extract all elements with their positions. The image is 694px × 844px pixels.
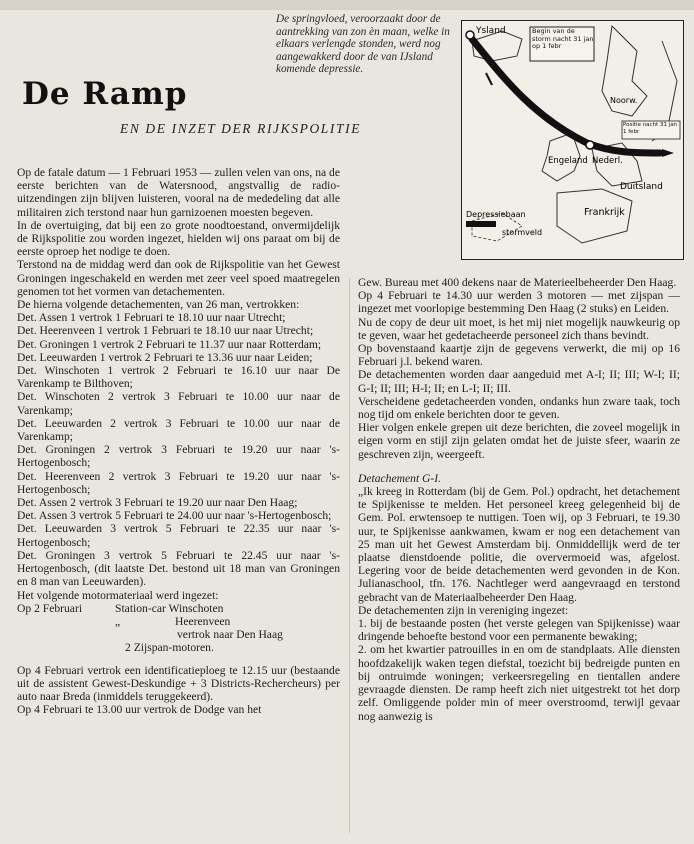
material-extra: 2 Zijspan-motoren. (125, 641, 214, 655)
article-subtitle: EN DE INZET DER RIJKSPOLITIE (120, 121, 362, 136)
report-paragraph: 1. bij de bestaande posten (het verste gelegen van Spijkenisse) waar dringende behoefte bestond voor een permanente bewaking; (358, 617, 680, 644)
material-place: Heerenveen (175, 614, 231, 628)
label-begin: Begin van de storm nacht 31 jan op 1 febr (532, 28, 594, 50)
intro-paragraph: Terstond na de middag werd dan ook de Rijkspolitie van het Gewest Groningen ingeschakeld en werden met zeer veel spoed maatregelen genomen tot het vormen van detachementen. (17, 258, 340, 298)
material-row (17, 602, 340, 615)
detachment-entry: Det. Groningen 2 vertrok 3 Februari te 19.20 uur naar 's-Hertogenbosch; (17, 443, 340, 470)
left-column (17, 166, 340, 716)
legend-depression-swatch (466, 221, 496, 227)
material-vehicle: Station-car Winschoten (115, 601, 224, 615)
label-depression-track: Depressiebaan (466, 210, 526, 219)
material-date: Op 2 Februari (17, 601, 83, 615)
map-caption: De springvloed, veroorzaakt door de aantrekking van zon èn maan, welke in elkaars verlengde stonden, werd nog aangewakkerd door de van IJsland komende depressie. (276, 13, 450, 76)
spacer (17, 655, 340, 664)
detachment-entry: Det. Assen 1 vertrok 1 Februari te 18.10 uur naar Utrecht; (17, 311, 286, 325)
material-row (17, 641, 340, 654)
report-paragraph: „Ik kreeg in Rotterdam (bij de Gem. Pol.) opdracht, het detachement te Spijkenisse te melden. Het personeel kreeg gelegenheid bij de Gem. Pol. erwtensoep te nuttigen. Toen wij, op 3 Februari, te 19.30 uur, te Spijkenisse aankwamen, kwam er nog een detachement van 25 man uit het Gewest Amsterdam bij. Onmiddellijk werd de ter plaatse dienstdoende politie, die oververmoeid was, afgelost. Legering voor de beide detachementen werd gevonden in de Kon. Julianaschool, tfn. 176. Nachtleger werd aangevraagd en terstond gebracht van de Materiaalbeheerder Den Haag. (358, 485, 680, 604)
body-paragraph: De detachementen worden daar aangeduid met A-I; II; III; W-I; II; G-I; II; III; H-I; II; en L-I; II; III. (358, 368, 680, 395)
detachment-entry: Det. Leeuwarden 3 vertrok 5 Februari te 22.35 uur naar 's-Hertogenbosch; (17, 522, 340, 549)
section-heading: Detachement G-I. (358, 471, 442, 485)
material-row (17, 615, 340, 628)
label-position-wrap (623, 122, 680, 140)
detachment-entry: Det. Groningen 3 vertrok 5 Februari te 22.45 uur naar 's-Hertogenbosch, (dit laatste Det. bestond uit 18 man van Groningen en 8 man van Leeuwarden). (17, 548, 340, 589)
label-norway: Noorw. (610, 96, 638, 105)
storm-map-drawing (462, 21, 683, 259)
detachment-entry: Det. Winschoten 2 vertrok 3 Februari te 10.00 uur naar de Varenkamp; (17, 390, 340, 417)
label-england: Engeland (548, 156, 588, 166)
detachment-entry: Det. Leeuwarden 2 vertrok 3 Februari te 10.00 uur naar de Varenkamp; (17, 416, 340, 444)
body-paragraph: Gew. Bureau met 400 dekens naar de Materieelbeheerder Den Haag. (358, 276, 677, 289)
track-arrowhead (662, 149, 674, 157)
storm-map (461, 20, 684, 260)
outro-paragraph: Op 4 Februari vertrok een identificatieploeg te 12.15 uur (bestaande uit de assistent Gewest-Deskundige + 3 Districts-Rechercheurs) per auto naar Breda (inmiddels teruggekeerd). (17, 663, 340, 703)
night-position-marker (586, 141, 594, 149)
label-position: Positie nacht 31 jan 1 febr (623, 122, 678, 135)
intro-paragraph: In de overtuiging, dat bij een zo grote noodtoestand, onvermijdelijk de Rijkspolitie zou worden ingezet, hielden wij ons paraat om bij de eerste oproep het nodige te doen. (17, 218, 340, 259)
material-spacer (17, 615, 115, 628)
body-paragraph: Verscheidene gedetacheerden vonden, ondanks hun zware taak, toch nog tijd om enkele berichten door te geven. (358, 394, 680, 422)
body-paragraph: Hier volgen enkele grepen uit deze berichten, die zoveel mogelijk in eigen vorm en stijl zijn gelaten omdat het de juiste sfeer, waarin ze geschreven zijn, weergeeft. (358, 421, 680, 461)
detachment-entry: Det. Assen 2 vertrok 3 Februari te 19.20 uur naar Den Haag; (17, 496, 298, 510)
article-title: De Ramp (22, 76, 188, 112)
track-arrow (486, 73, 492, 85)
label-iceland: Ysland (476, 26, 506, 36)
right-column (358, 276, 680, 723)
detachment-entry: Det. Groningen 1 vertrok 2 Februari te 11.37 uur naar Rotterdam; (17, 337, 322, 351)
report-paragraph: De detachementen zijn in vereniging ingezet: (358, 603, 569, 617)
material-destination: vertrok naar Den Haag (177, 628, 283, 642)
material-row (17, 628, 340, 641)
outro-paragraph: Op 4 Februari te 13.00 uur vertrok de Dodge van het (17, 703, 262, 717)
label-france: Frankrijk (584, 207, 625, 218)
body-paragraph: Op 4 Februari te 14.30 uur werden 3 motoren — met zijspan — ingezet met voorlopige bestemming Den Haag (2 stuks) en Leiden. (358, 289, 680, 316)
label-begin-wrap (532, 28, 594, 62)
material-ditto: „ (115, 614, 121, 628)
material-intro: Het volgende motormateriaal werd ingezet: (17, 588, 219, 602)
body-paragraph: Op bovenstaand kaartje zijn de gegevens verwerkt, die mij op 16 Februari j.l. bekend waren. (358, 342, 680, 369)
start-position-marker (466, 31, 474, 39)
detachment-entry: Det. Heerenveen 1 vertrok 1 Februari te 18.10 uur naar Utrecht; (17, 324, 314, 338)
detachment-entry: Det. Leeuwarden 1 vertrok 2 Februari te 13.36 uur naar Leiden; (17, 350, 313, 364)
detachment-entry: Det. Winschoten 1 vertrok 2 Februari te 16.10 uur naar De Varenkamp te Bilthoven; (17, 364, 340, 391)
label-germany: Duitsland (620, 182, 663, 192)
detachment-entry: Det. Assen 3 vertrok 5 Februari te 24.00 uur naar 's-Hertogenbosch; (17, 509, 332, 523)
column-divider (349, 278, 350, 833)
label-stormfield: stormveld (502, 228, 543, 237)
report-paragraph: 2. om het kwartier patrouilles in en om de standplaats. Alle diensten hoofdzakelijk waken tegen diefstal, toezicht bij bedreigde punten en bij ontruimde woningen; verkeersregeling en tientallen andere gevraagde diensten. De ramp heeft zich niet uitgestrekt tot het dorp zelf. Omliggende polder min of meer overstroomd, terwijl gevaar nog aanwezig is (358, 643, 680, 723)
intro-paragraph: De hierna volgende detachementen, van 26 man, vertrokken: (17, 298, 300, 312)
material-spacer (17, 628, 177, 641)
intro-paragraph: Op de fatale datum — 1 Februari 1953 — zullen velen van ons, na de eerste berichten van de Watersnood, angstvallig de radio-uitzendingen zijn blijven luisteren, vooral na de mededeling dat alle militairen zich terstond naar hun garnizoenen moesten begeven. (17, 166, 340, 219)
material-list (17, 602, 340, 655)
material-spacer (17, 641, 125, 654)
page-top-strip (0, 0, 694, 10)
detachment-entry: Det. Heerenveen 2 vertrok 3 Februari te 19.20 uur naar 's-Hertogenbosch; (17, 469, 340, 496)
body-paragraph: Nu de copy de deur uit moet, is het mij niet mogelijk nauwkeurig op te geven, waar het gedetacheerde personeel zich thans bevindt. (358, 315, 680, 342)
label-netherlands: Nederl. (592, 156, 623, 166)
